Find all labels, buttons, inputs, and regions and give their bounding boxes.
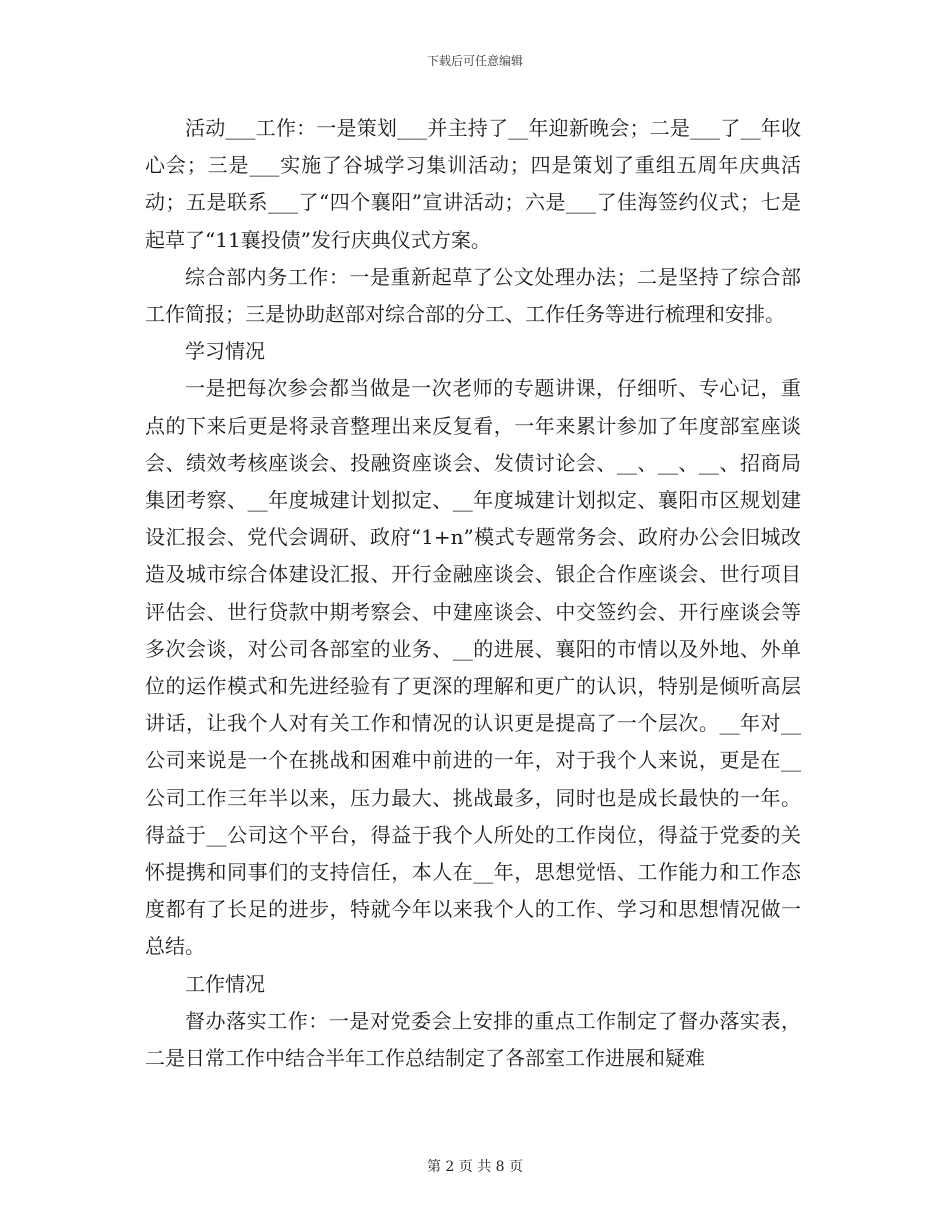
paragraph-activities: 活动___工作：一是策划___并主持了__年迎新晚会；二是___了__年收心会；三是___实施了谷城学习集训活动；四是策划了重组五周年庆典活动；五是联系___了“四个襄阳”宣讲活动；六是___了佳海签约仪式；七是起草了“11襄投债”发行庆典仪式方案。	[145, 116, 801, 252]
document-body	[145, 110, 801, 1077]
paragraph-study-details: 一是把每次参会都当做是一次老师的专题讲课，仔细听、专心记，重点的下来后更是将录音整理出来反复看，一年来累计参加了年度部室座谈会、绩效考核座谈会、投融资座谈会、发债讨论会、__、__、__、招商局集团考察、__年度城建计划拟定、__年度城建计划拟定、襄阳市区规划建设汇报会、党代会调研、政府“1+n”模式专题常务会、政府办公会旧城改造及城市综合体建设汇报、开行金融座谈会、银企合作座谈会、世行项目评估会、世行贷款中期考察会、中建座谈会、中交签约会、开行座谈会等多次会谈，对公司各部室的业务、__的进展、襄阳的市情以及外地、外单位的运作模式和先进经验有了更深的理解和更广的认识，特别是倾听高层讲话，让我个人对有关工作和情况的认识更是提高了一个层次。__年对__公司来说是一个在挑战和困难中前进的一年，对于我个人来说，更是在__公司工作三年半以来，压力最大、挑战最多，同时也是成长最快的一年。得益于__公司这个平台，得益于我个人所处的工作岗位，得益于党委的关怀提携和同事们的支持信任，本人在__年，思想觉悟、工作能力和工作态度都有了长足的进步，特就今年以来我个人的工作、学习和思想情况做一总结。	[145, 376, 801, 959]
page-header-note: 下载后可任意编辑	[426, 54, 523, 68]
page-number: 第 2 页 共 8 页	[426, 1159, 524, 1175]
paragraph-supervision: 督办落实工作：一是对党委会上安排的重点工作制定了督办落实表，二是日常工作中结合半年工作总结制定了各部室工作进展和疑难	[145, 1008, 801, 1071]
section-heading-work: 工作情况	[185, 971, 265, 996]
paragraph-internal-affairs: 综合部内务工作：一是重新起草了公文处理办法；二是坚持了综合部工作简报；三是协助赵部对综合部的分工、工作任务等进行梳理和安排。	[145, 264, 801, 327]
section-heading-study: 学习情况	[185, 339, 265, 364]
